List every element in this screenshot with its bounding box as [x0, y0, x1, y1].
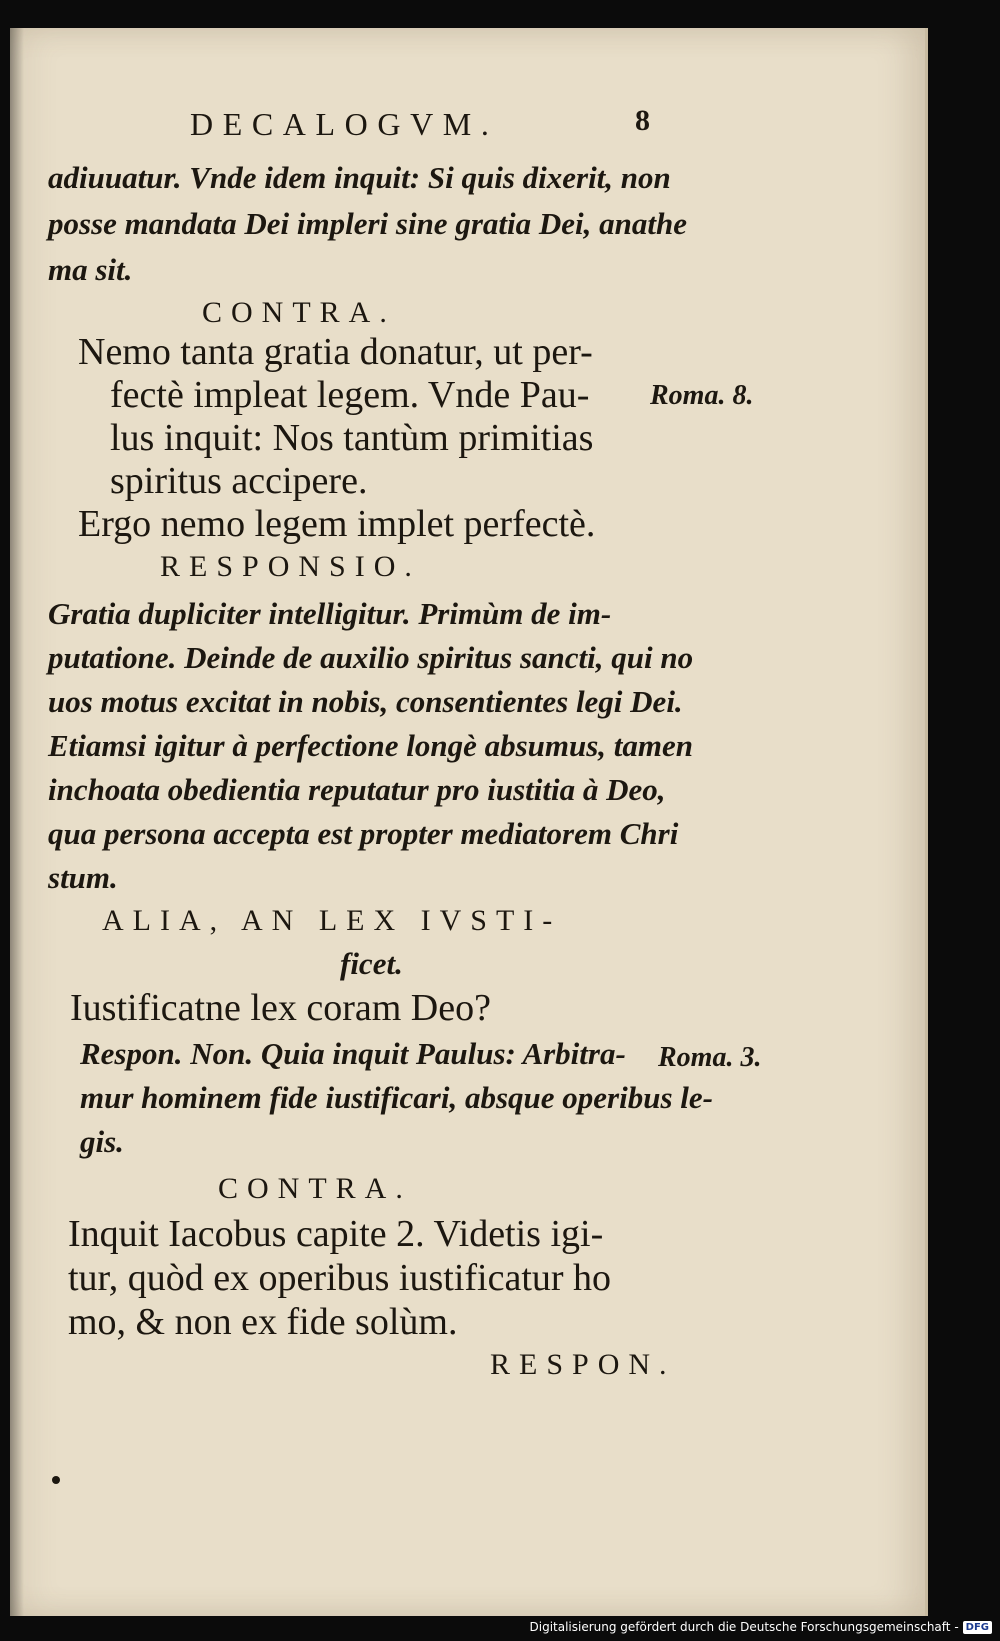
text-line-11: Gratia dupliciter intelligitur. Primùm de im- [48, 596, 612, 631]
text-line-15: inchoata obedientia reputatur pro iustitia à Deo, [48, 772, 666, 807]
text-line-7: lus inquit: Nos tantùm primitias [110, 417, 594, 459]
heading-contra-2: CONTRA. [218, 1172, 412, 1205]
heading-contra-1: CONTRA. [202, 296, 396, 329]
margin-note-roma-8: Roma. 8. [650, 380, 754, 411]
text-line-12: putatione. Deinde de auxilio spiritus sancti, qui no [48, 640, 694, 675]
text-line-5: Nemo tanta gratia donatur, ut per- [78, 331, 593, 373]
page-number: 8 [635, 104, 650, 137]
text-line-25: Inquit Iacobus capite 2. Videtis igi- [68, 1213, 604, 1255]
text-line-17: stum. [48, 860, 118, 895]
text-line-1: adiuuatur. Vnde idem inquit: Si quis dixerit, non [48, 160, 671, 195]
text-line-27: mo, & non ex fide solùm. [68, 1301, 458, 1343]
book-page [10, 28, 928, 1616]
dfg-logo-icon: DFG [963, 1621, 992, 1634]
heading-alia-continued: ficet. [340, 946, 403, 981]
catchword: RESPON. [490, 1348, 676, 1381]
text-line-21: Respon. Non. Quia inquit Paulus: Arbitra- [80, 1036, 626, 1071]
text-line-2: posse mandata Dei impleri sine gratia Dei, anathe [48, 206, 687, 241]
footer [530, 1617, 993, 1637]
text-line-8: spiritus accipere. [110, 460, 368, 502]
heading-alia: ALIA, AN LEX IVSTI- [102, 904, 562, 937]
text-line-14: Etiamsi igitur à perfectione longè absumus, tamen [48, 728, 694, 763]
text-line-6: fectè impleat legem. Vnde Pau- [110, 374, 590, 416]
running-title: DECALOGVM. [190, 106, 499, 142]
ink-spot [52, 1476, 60, 1484]
footer-text: Digitalisierung gefördert durch die Deutsche Forschungsgemeinschaft - [529, 1620, 959, 1634]
text-line-26: tur, quòd ex operibus iustificatur ho [68, 1257, 612, 1299]
text-line-22: mur hominem fide iustificari, absque operibus le- [80, 1080, 713, 1115]
text-line-16: qua persona accepta est propter mediatorem Chri [48, 816, 679, 851]
text-line-20: Iustificatne lex coram Deo? [70, 987, 491, 1029]
margin-note-roma-3: Roma. 3. [658, 1042, 762, 1073]
text-line-3: ma sit. [48, 252, 133, 287]
heading-responsio-1: RESPONSIO. [160, 550, 421, 583]
text-line-13: uos motus excitat in nobis, consentientes legi Dei. [48, 684, 683, 719]
text-line-9: Ergo nemo legem implet perfectè. [78, 503, 596, 545]
text-line-23: gis. [80, 1124, 124, 1159]
